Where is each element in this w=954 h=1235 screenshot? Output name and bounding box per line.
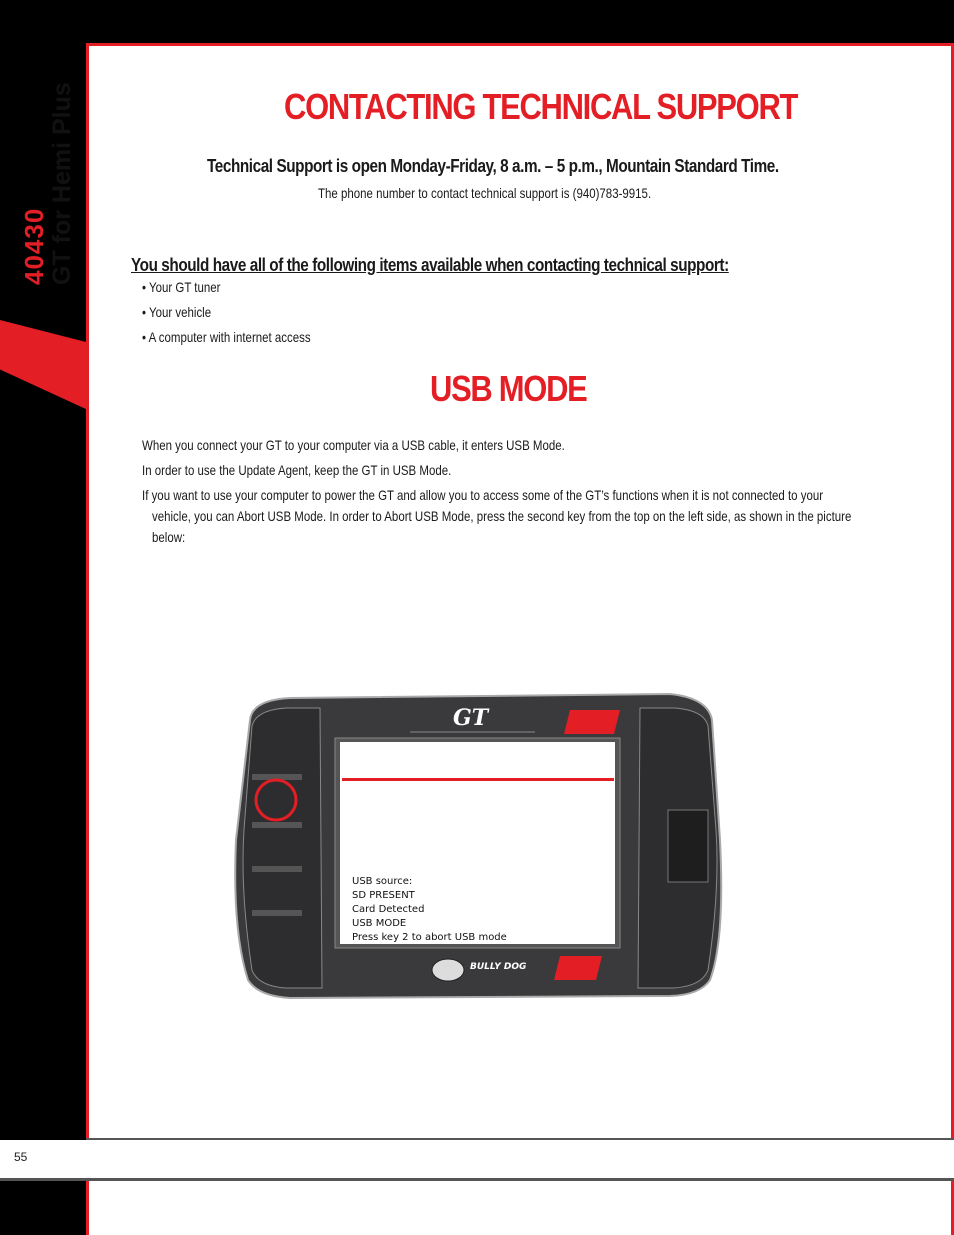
product-name: GT for Hemi Plus xyxy=(48,82,76,285)
usb-paragraph-3-cont: vehicle, you can Abort USB Mode. In order to Abort USB Mode, press the second key from the top on the left side, as shown in the picture xyxy=(152,508,852,524)
footer xyxy=(0,1140,954,1178)
screen-line: Press key 2 to abort USB mode xyxy=(352,932,507,943)
usb-paragraph-2: In order to use the Update Agent, keep the GT in USB Mode. xyxy=(142,462,452,478)
device-screen xyxy=(352,875,507,945)
list-item: • Your GT tuner xyxy=(142,279,221,295)
section-title-usb: USB MODE xyxy=(430,368,587,409)
page-number: 55 xyxy=(14,1150,28,1164)
support-phone: The phone number to contact technical support is (940)783-9915. xyxy=(318,185,652,201)
list-item: • A computer with internet access xyxy=(142,329,311,345)
screen-line: Card Detected xyxy=(352,904,425,915)
brand-logo: BULLY DOG xyxy=(470,962,527,972)
bottom-rule xyxy=(0,1178,954,1181)
screen-line: USB MODE xyxy=(352,918,407,929)
screen-line: USB source: xyxy=(352,876,413,887)
items-heading: You should have all of the following items available when contacting technical support: xyxy=(131,255,729,275)
sidebar-accent-line xyxy=(86,43,89,1140)
model-number: 40430 xyxy=(19,207,49,285)
page-title: CONTACTING TECHNICAL SUPPORT xyxy=(284,86,798,127)
top-accent-line xyxy=(0,43,954,46)
usb-paragraph-1: When you connect your GT to your computer via a USB cable, it enters USB Mode. xyxy=(142,437,565,453)
list-item: • Your vehicle xyxy=(142,304,212,320)
sidebar-label xyxy=(19,82,76,285)
gt-logo: GT xyxy=(453,705,489,731)
top-bar xyxy=(0,0,954,43)
usb-paragraph-3-end: below: xyxy=(152,529,186,545)
screen-line: SD PRESENT xyxy=(352,890,415,901)
support-hours: Technical Support is open Monday-Friday, 8 a.m. – 5 p.m., Mountain Standard Time. xyxy=(207,156,779,176)
usb-paragraph-3: If you want to use your computer to power the GT and allow you to access some of the GT’s functions when it is not connected to your xyxy=(142,487,824,503)
bottom-left-block xyxy=(0,1181,86,1235)
bottom-accent-line xyxy=(86,1181,89,1235)
